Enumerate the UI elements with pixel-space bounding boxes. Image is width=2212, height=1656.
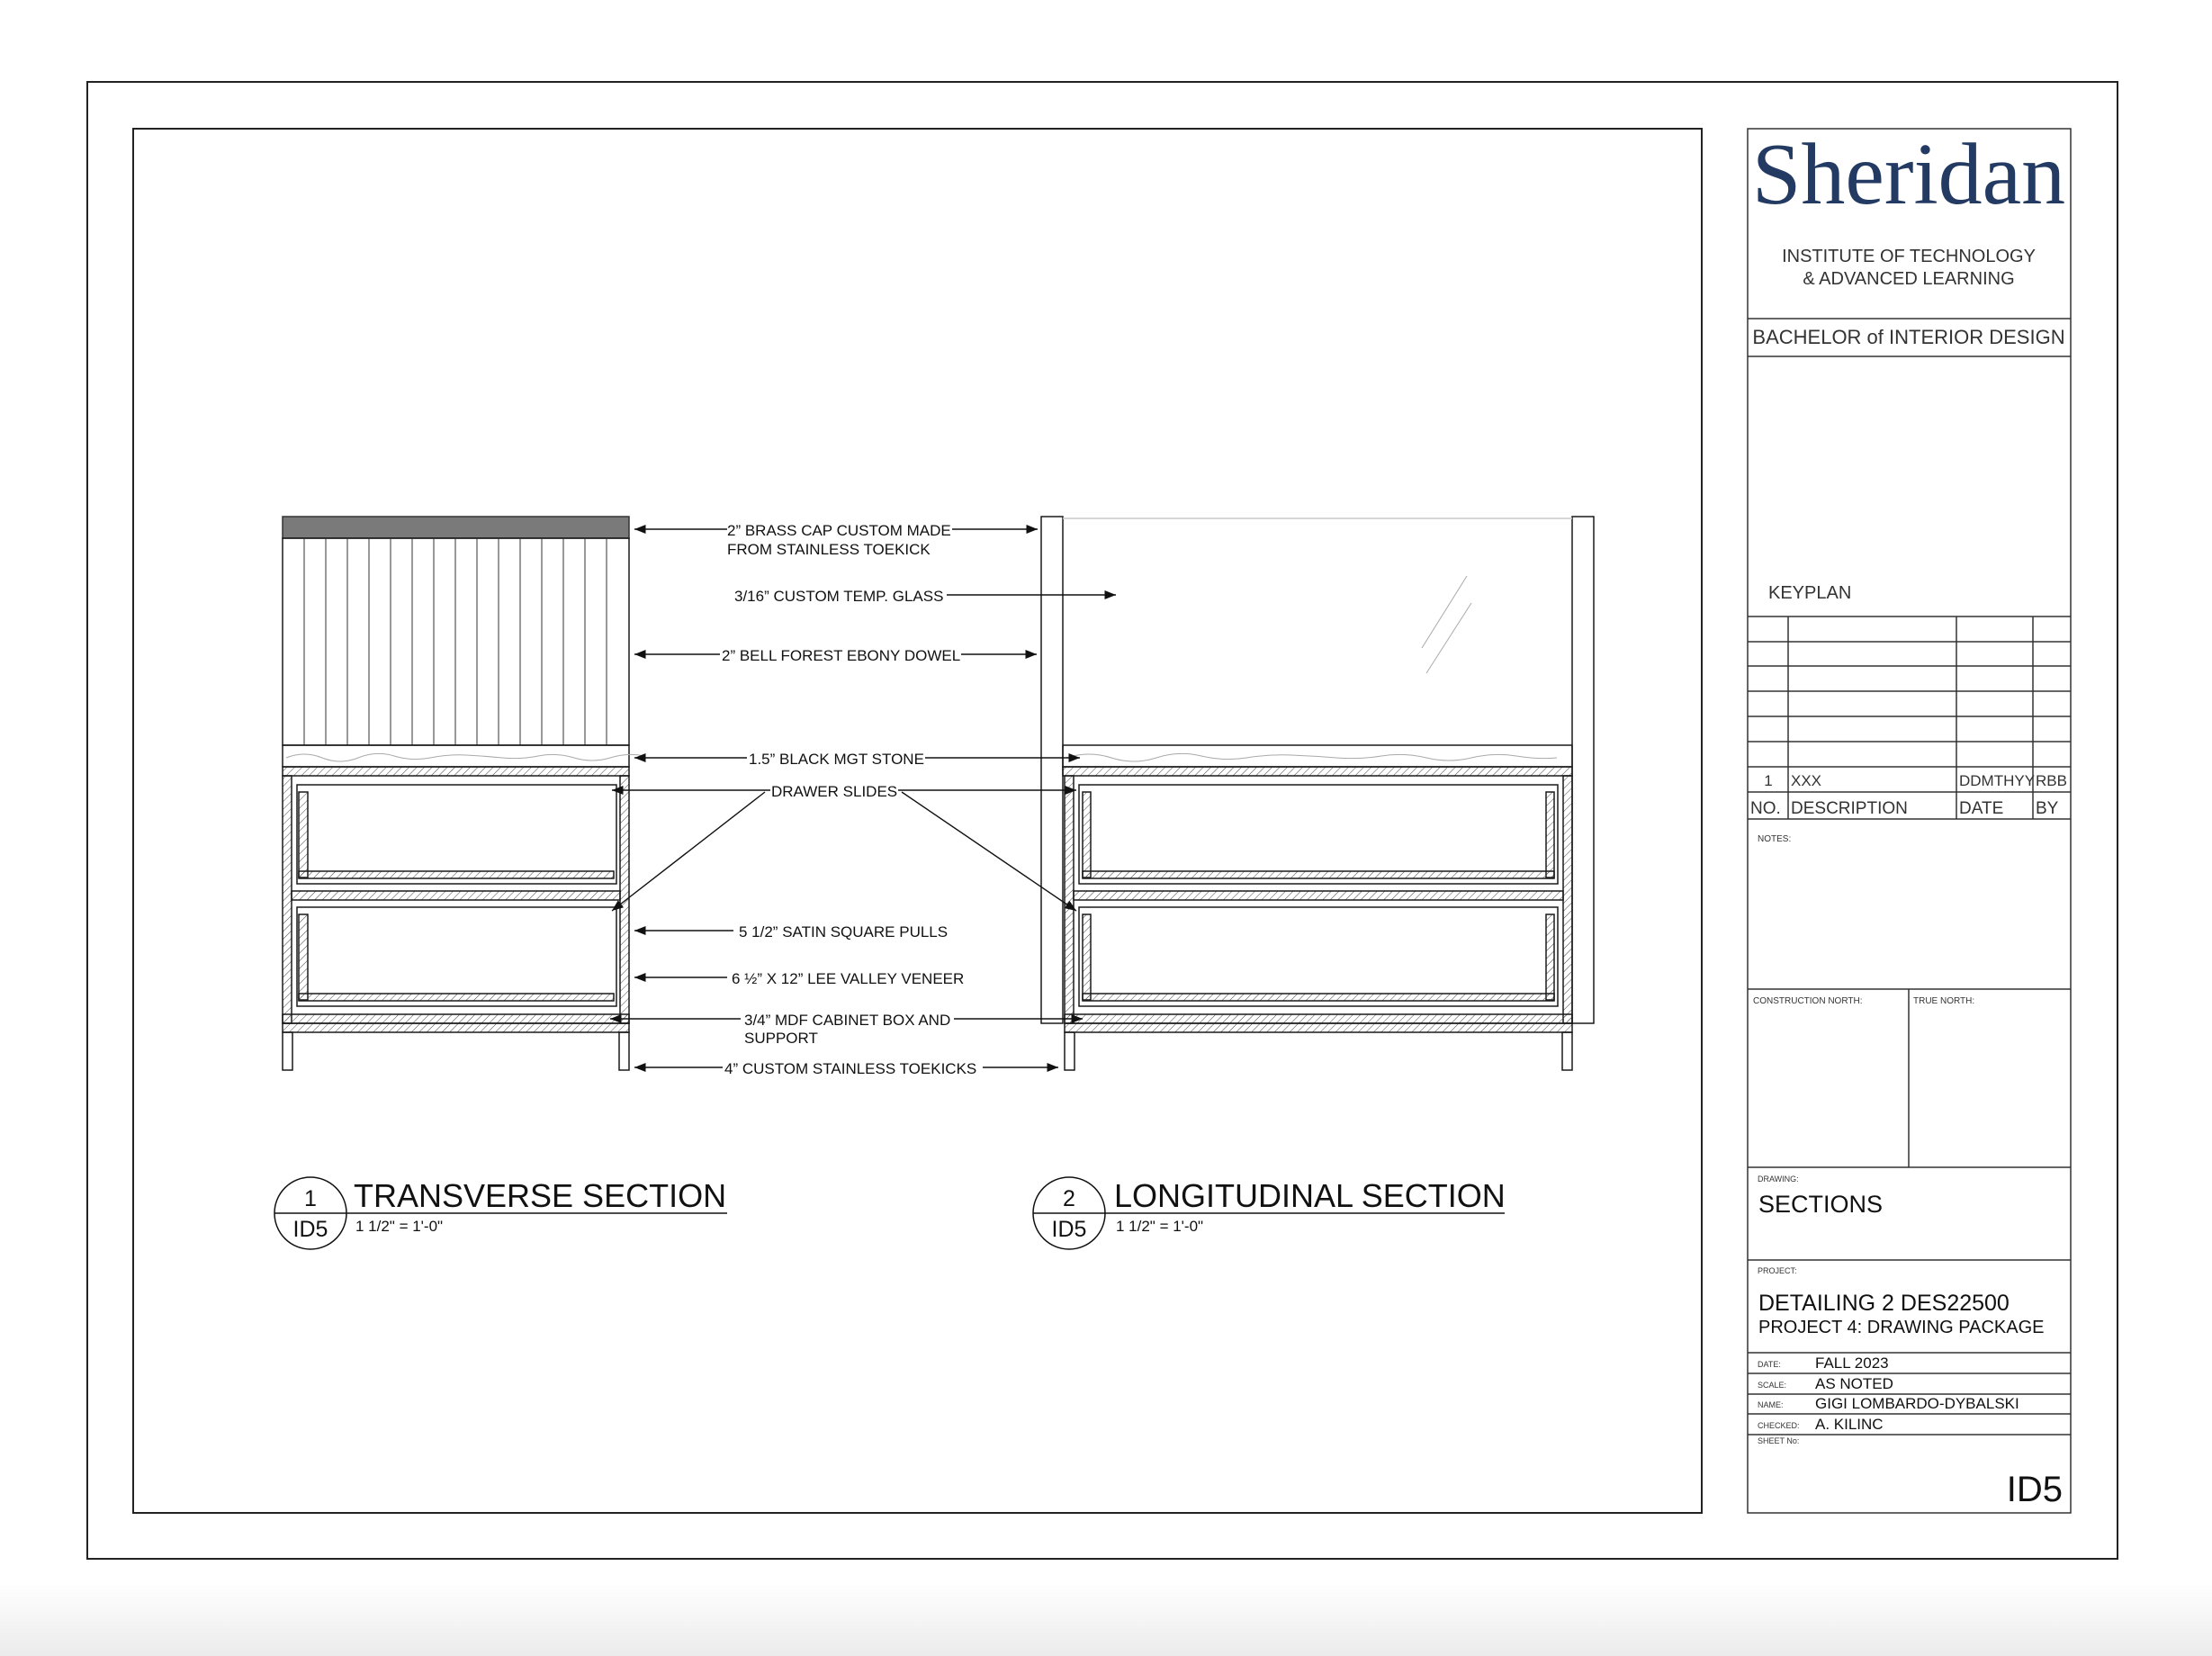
view-title-1 bbox=[274, 1177, 727, 1249]
revision-header-no: NO. bbox=[1750, 799, 1781, 818]
notes-label: NOTES: bbox=[1758, 834, 1792, 844]
project-label: PROJECT: bbox=[1758, 1266, 1797, 1275]
info-scale-value: AS NOTED bbox=[1815, 1375, 1893, 1392]
info-name-label: NAME: bbox=[1758, 1400, 1784, 1409]
callout-glass: 3/16” CUSTOM TEMP. GLASS bbox=[734, 588, 944, 605]
revision-description: XXX bbox=[1791, 772, 1822, 789]
drawer-2 bbox=[297, 907, 616, 1006]
callout-brass-cap-2: FROM STAINLESS TOEKICK bbox=[727, 541, 931, 558]
project-line-2: PROJECT 4: DRAWING PACKAGE bbox=[1758, 1318, 2045, 1337]
sheet-label: SHEET No: bbox=[1758, 1436, 1800, 1445]
transverse-section-drawing bbox=[283, 517, 644, 1070]
info-date-label: DATE: bbox=[1758, 1360, 1781, 1369]
construction-north-label: CONSTRUCTION NORTH: bbox=[1753, 996, 1863, 1006]
view-sheet-ref: ID5 bbox=[292, 1217, 328, 1242]
drawing-border bbox=[133, 129, 1702, 1513]
dowel-lines bbox=[304, 538, 607, 745]
drawer-1 bbox=[297, 785, 616, 884]
top-hatch bbox=[283, 767, 629, 776]
callout-pulls: 5 1/2” SATIN SQUARE PULLS bbox=[739, 923, 949, 940]
view-scale: 1 1/2" = 1'-0" bbox=[1116, 1218, 1204, 1235]
callout-toekicks: 4” CUSTOM STAINLESS TOEKICKS bbox=[724, 1060, 977, 1077]
callout-brass-cap: 2” BRASS CAP CUSTOM MADE bbox=[727, 522, 951, 539]
view-sheet-ref: ID5 bbox=[1051, 1217, 1087, 1242]
revision-date: DDMTHYY bbox=[1959, 772, 2036, 789]
view-title: LONGITUDINAL SECTION bbox=[1114, 1177, 1506, 1214]
revision-no: 1 bbox=[1764, 772, 1773, 789]
long-drawer-1 bbox=[1079, 785, 1558, 884]
project-line-1: DETAILING 2 DES22500 bbox=[1758, 1291, 2010, 1316]
school-logo: Sheridan bbox=[1751, 126, 2066, 223]
callout-drawer-slides: DRAWER SLIDES bbox=[771, 783, 898, 800]
info-checked-value: A. KILINC bbox=[1815, 1416, 1884, 1433]
left-post bbox=[1041, 517, 1063, 1023]
callout-dowel: 2” BELL FOREST EBONY DOWEL bbox=[722, 647, 961, 664]
callout-stone: 1.5” BLACK MGT STONE bbox=[749, 751, 924, 768]
program-name: BACHELOR of INTERIOR DESIGN bbox=[1752, 326, 2065, 348]
revision-header-description: DESCRIPTION bbox=[1791, 799, 1908, 818]
stone-top bbox=[283, 745, 629, 767]
callout-mdf-2: SUPPORT bbox=[744, 1030, 818, 1047]
right-post bbox=[1572, 517, 1594, 1023]
info-name-value: GIGI LOMBARDO-DYBALSKI bbox=[1815, 1395, 2019, 1412]
callout-mdf: 3/4” MDF CABINET BOX AND bbox=[744, 1012, 951, 1029]
page-shadow bbox=[0, 1584, 2212, 1656]
longitudinal-section-drawing bbox=[1041, 517, 1594, 1070]
sheet-number: ID5 bbox=[2006, 1470, 2063, 1509]
info-checked-label: CHECKED: bbox=[1758, 1421, 1800, 1430]
callout-labels bbox=[722, 522, 976, 1077]
revision-header-date: DATE bbox=[1959, 799, 2004, 818]
revision-header-by: BY bbox=[2036, 799, 2059, 818]
keyplan-label: KEYPLAN bbox=[1768, 583, 1852, 603]
drawing-label: DRAWING: bbox=[1758, 1174, 1799, 1184]
institute-line-2: & ADVANCED LEARNING bbox=[1803, 269, 2015, 289]
view-number: 2 bbox=[1063, 1186, 1075, 1211]
long-drawer-2 bbox=[1079, 907, 1558, 1006]
view-title-2 bbox=[1033, 1177, 1506, 1249]
view-title: TRANSVERSE SECTION bbox=[354, 1177, 727, 1214]
view-scale: 1 1/2" = 1'-0" bbox=[355, 1218, 444, 1235]
info-date-value: FALL 2023 bbox=[1815, 1354, 1889, 1372]
revision-by: RBB bbox=[2036, 772, 2067, 789]
view-number: 1 bbox=[304, 1186, 317, 1211]
true-north-label: TRUE NORTH: bbox=[1913, 996, 1975, 1006]
callout-veneer: 6 ½” X 12” LEE VALLEY VENEER bbox=[732, 970, 965, 987]
institute-line-1: INSTITUTE OF TECHNOLOGY bbox=[1782, 247, 2036, 266]
info-scale-label: SCALE: bbox=[1758, 1381, 1787, 1390]
drawing-title: SECTIONS bbox=[1758, 1191, 1884, 1218]
brass-cap bbox=[283, 517, 629, 538]
